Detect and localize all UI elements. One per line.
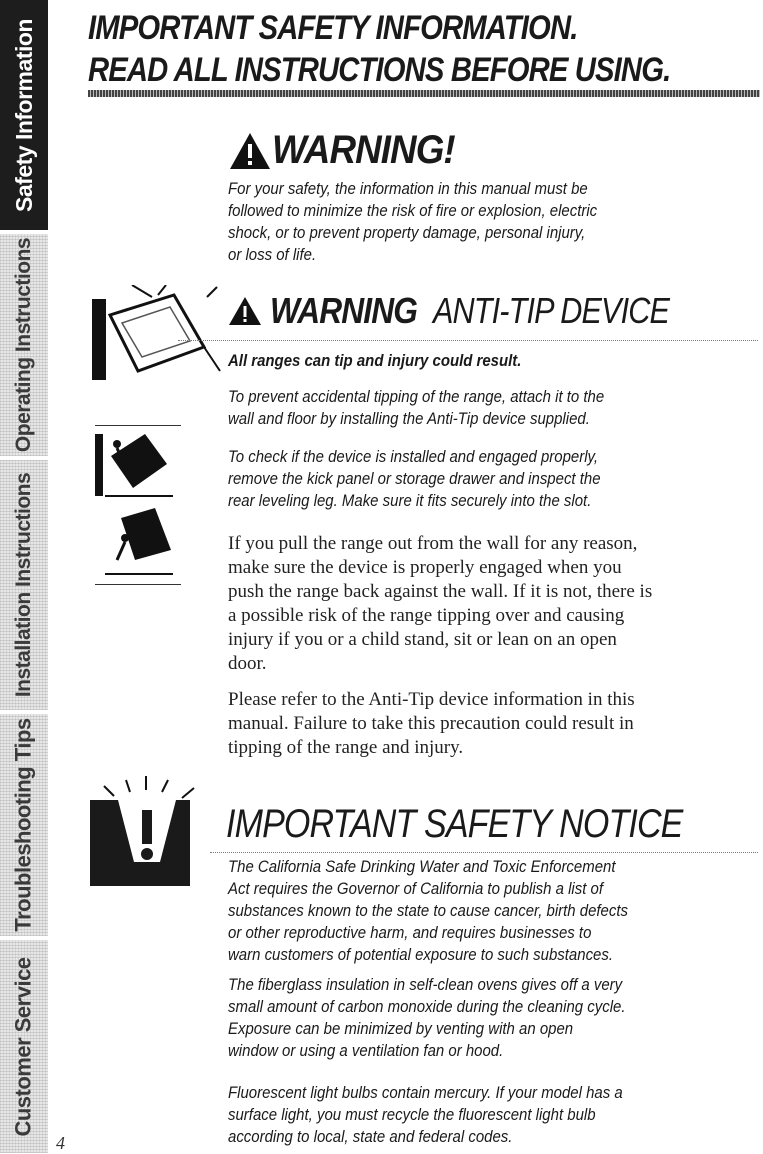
notice-paragraph-3 [228, 1082, 623, 1148]
tab-label: Customer Service [11, 956, 36, 1137]
text-line: Please refer to the Anti-Tip device information in this [228, 689, 635, 710]
side-tab-bar [0, 0, 52, 1153]
tab-customer-service[interactable] [0, 940, 48, 1153]
text-line: If you pull the range out from the wall for any reason, [228, 533, 638, 554]
section-divider [210, 852, 758, 853]
text-line: make sure the device is properly engaged when you [228, 557, 622, 578]
text-line: tipping of the range and injury. [228, 737, 464, 758]
text-line: rear leveling leg. Make sure it fits securely into the slot. [228, 491, 592, 510]
anti-tip-title-light: ANTI-TIP DEVICE [433, 290, 670, 331]
text-line: substances known to the state to cause cancer, birth defects [228, 901, 629, 920]
text-line: shock, or to prevent property damage, personal injury, [228, 223, 586, 242]
notice-paragraph-2 [228, 974, 625, 1062]
header-rule [88, 90, 760, 97]
text-line: followed to minimize the risk of fire or explosion, electric [228, 201, 598, 220]
text-line: Exposure can be minimized by venting with an open [228, 1019, 574, 1038]
anti-tip-paragraph-4 [228, 688, 635, 760]
text-line: a possible risk of the range tipping over and causing [228, 605, 625, 626]
text-line: push the range back against the wall. If it is not, there is [228, 581, 653, 602]
header-line-1: IMPORTANT SAFETY INFORMATION. [88, 9, 578, 47]
text-line: The California Safe Drinking Water and Toxic Enforcement [228, 857, 616, 876]
page-header [88, 8, 670, 90]
tab-label: Operating Instructions [12, 237, 35, 453]
tab-label: Installation Instructions [12, 472, 36, 698]
notice-paragraph-1 [228, 856, 628, 966]
text-line: To prevent accidental tipping of the range, attach it to the [228, 387, 605, 406]
tab-label: Safety Information [10, 18, 37, 212]
anti-tip-subhead: All ranges can tip and injury could result. [228, 351, 522, 370]
text-line: Fluorescent light bulbs contain mercury. If your model has a [228, 1083, 623, 1102]
warning-heading [228, 128, 471, 173]
tab-troubleshooting-tips[interactable] [0, 714, 48, 936]
text-line: wall and floor by installing the Anti-Tip device supplied. [228, 409, 590, 428]
text-line: The fiberglass insulation in self-clean ovens gives off a very [228, 975, 623, 994]
warning-triangle-icon [228, 131, 272, 171]
anti-tip-heading [228, 290, 711, 332]
text-line: door. [228, 653, 267, 674]
text-line: remove the kick panel or storage drawer and inspect the [228, 469, 601, 488]
text-line: warn customers of potential exposure to such substances. [228, 945, 614, 964]
tab-installation-instructions[interactable] [0, 460, 48, 710]
text-line: window or using a ventilation fan or hood. [228, 1041, 504, 1060]
warning-body [228, 178, 597, 266]
tab-operating-instructions[interactable] [0, 234, 48, 456]
tipping-range-illustration [92, 285, 222, 380]
text-line: For your safety, the information in this manual must be [228, 179, 588, 198]
text-line: manual. Failure to take this precaution could result in [228, 713, 634, 734]
anti-tip-paragraph-3 [228, 532, 652, 676]
anti-tip-title-bold: WARNING [270, 290, 417, 331]
text-line: or other reproductive harm, and requires businesses to [228, 923, 592, 942]
text-line: injury if you or a child stand, sit or lean on an open [228, 629, 617, 650]
header-line-2: READ ALL INSTRUCTIONS BEFORE USING. [88, 51, 671, 89]
text-line: Act requires the Governor of California to publish a list of [228, 879, 604, 898]
tab-label: Troubleshooting Tips [11, 718, 37, 932]
anti-tip-paragraph-1 [228, 386, 604, 430]
tab-safety-information[interactable] [0, 0, 48, 230]
text-line: To check if the device is installed and engaged properly, [228, 447, 599, 466]
child-on-door-illustration [95, 425, 181, 585]
text-line: surface light, you must recycle the fluorescent light bulb [228, 1105, 596, 1124]
warning-triangle-icon [228, 296, 262, 326]
text-line: or loss of life. [228, 245, 317, 264]
text-line: small amount of carbon monoxide during the cleaning cycle. [228, 997, 626, 1016]
anti-tip-paragraph-2 [228, 446, 601, 512]
page-number: 4 [56, 1133, 65, 1153]
warning-title: WARNING! [272, 128, 455, 172]
notice-heading [226, 802, 763, 847]
section-divider [178, 340, 758, 341]
notice-title: IMPORTANT SAFETY NOTICE [226, 802, 683, 846]
text-line: according to local, state and federal codes. [228, 1127, 513, 1146]
exclamation-sign-icon [90, 770, 208, 888]
